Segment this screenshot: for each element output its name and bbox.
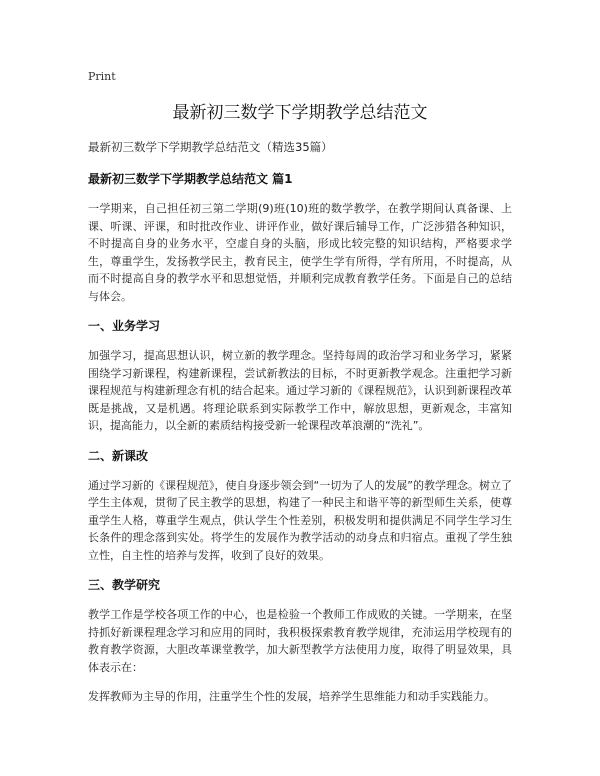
section-heading-business-study: 一、业务学习 [88,319,161,333]
section-paragraph-teaching-research: 教学工作是学校各项工作的中心，也是检验一个教师工作成败的关键。一学期来，在坚持抓好新课程理念学习和应用的同时，我积极探索教育教学规律，充沛运用学校现有的教育教学资源，大胆改革课堂教学，加大新型教学方法使用力度，取得了明显效果，具体表示在： [88,608,512,674]
section-paragraph-new-curriculum: 通过学习新的《课程规范》，使自身逐步领会到“一切为了人的发展”的教学理念。树立了学生主体观，贯彻了民主教学的思想，构建了一种民主和谐平等的新型师生关系，使尊重学生人格，尊重学生观点，供认学生个性差别，积极发明和提供满足不同学生学习生长条件的理念落到实处。将学生的发展作为教学活动的动身点和归宿点。重视了学生独立性，自主性的培养与发挥，收到了良好的效果。 [88,478,512,562]
document-title: 最新初三数学下学期教学总结范文 [172,103,428,123]
document-subtitle: 最新初三数学下学期教学总结范文（精选35篇） [88,140,333,154]
print-label: Print [88,70,116,83]
section-heading-new-curriculum: 二、新课改 [88,448,149,463]
article-heading: 最新初三数学下学期教学总结范文 篇1 [88,172,293,186]
closing-paragraph: 发挥教师为主导的作用，注重学生个性的发展，培养学生思维能力和动手实践能力。 [88,690,495,703]
intro-paragraph: 一学期来，自己担任初三第二学期(9)班(10)班的数学教学，在教学期间认真备课、上课、听课、评课，和时批改作业、讲评作业，做好课后辅导工作，广泛涉猎各种知识，不时提高自身的业务水平，空虚自身的头脑，形成比较完整的知识结构，严格要求学生，尊重学生，发扬教学民主，教育民主，使学生学有所得，学有所用，不时提高，从而不时提高自身的教学水平和思想觉悟，并顺利完成教育教学任务。下面是自己的总结与体会。 [88,202,512,303]
section-paragraph-business-study: 加强学习，提高思想认识，树立新的教学理念。坚持每周的政治学习和业务学习，紧紧围绕学习新课程，构建新课程，尝试新教法的目标，不时更新教学观念。注重把学习新课程规范与构建新理念有机的结合起来。通过学习新的《课程规范》，认识到新课程改革既是挑战，又是机遇。将理论联系到实际教学工作中，解放思想，更新观念，丰富知识，提高能力，以全新的素质结构接受新一轮课程改革浪潮的“洗礼”。 [88,349,512,432]
section-heading-teaching-research: 三、教学研究 [88,578,161,592]
